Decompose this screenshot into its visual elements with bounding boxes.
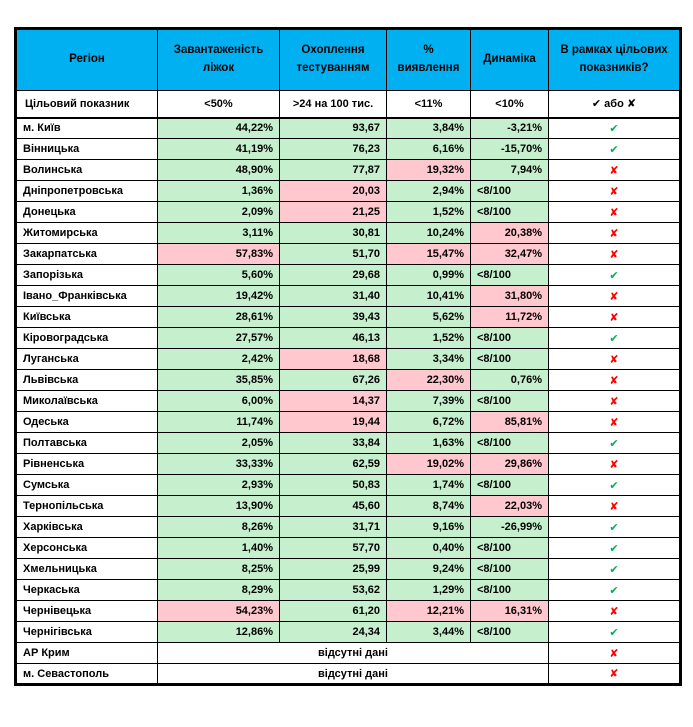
testing-value-cell: 53,62 bbox=[280, 580, 387, 601]
target-detection-value: <11% bbox=[387, 91, 471, 118]
target-testing-value: >24 на 100 тис. bbox=[280, 91, 387, 118]
table-row bbox=[16, 622, 681, 643]
region-name-cell: Одеська bbox=[16, 412, 158, 433]
testing-value-cell: 30,81 bbox=[280, 223, 387, 244]
status-cross-icon: ✘ bbox=[549, 181, 681, 202]
dynamics-value-cell: 7,94% bbox=[471, 160, 549, 181]
table-row bbox=[16, 538, 681, 559]
dynamics-value-cell: <8/100 bbox=[471, 580, 549, 601]
table-row bbox=[16, 433, 681, 454]
status-check-icon: ✔ bbox=[549, 559, 681, 580]
dynamics-value-cell: 31,80% bbox=[471, 286, 549, 307]
table-row bbox=[16, 244, 681, 265]
dynamics-value-cell: 20,38% bbox=[471, 223, 549, 244]
region-name-cell: Закарпатська bbox=[16, 244, 158, 265]
testing-value-cell: 61,20 bbox=[280, 601, 387, 622]
region-name-cell: Запорізька bbox=[16, 265, 158, 286]
status-cross-icon: ✘ bbox=[549, 370, 681, 391]
beds-value-cell: 1,36% bbox=[158, 181, 280, 202]
beds-value-cell: 6,00% bbox=[158, 391, 280, 412]
dynamics-value-cell: <8/100 bbox=[471, 349, 549, 370]
beds-value-cell: 48,90% bbox=[158, 160, 280, 181]
status-cross-icon: ✘ bbox=[549, 643, 681, 664]
table-row bbox=[16, 643, 681, 664]
table-row bbox=[16, 349, 681, 370]
region-name-cell: Житомирська bbox=[16, 223, 158, 244]
region-name-cell: Хмельницька bbox=[16, 559, 158, 580]
region-name-cell: Тернопільська bbox=[16, 496, 158, 517]
testing-value-cell: 67,26 bbox=[280, 370, 387, 391]
beds-value-cell: 27,57% bbox=[158, 328, 280, 349]
no-data-cell: відсутні дані bbox=[158, 664, 549, 685]
beds-value-cell: 19,42% bbox=[158, 286, 280, 307]
detection-value-cell: 1,29% bbox=[387, 580, 471, 601]
testing-value-cell: 51,70 bbox=[280, 244, 387, 265]
table-row bbox=[16, 286, 681, 307]
beds-value-cell: 28,61% bbox=[158, 307, 280, 328]
status-check-icon: ✔ bbox=[549, 475, 681, 496]
table-row bbox=[16, 202, 681, 223]
region-rows bbox=[16, 118, 681, 685]
table-row bbox=[16, 496, 681, 517]
dynamics-value-cell: <8/100 bbox=[471, 202, 549, 223]
table-row bbox=[16, 160, 681, 181]
dynamics-value-cell: <8/100 bbox=[471, 265, 549, 286]
detection-value-cell: 9,16% bbox=[387, 517, 471, 538]
table-row bbox=[16, 475, 681, 496]
region-name-cell: Рівненська bbox=[16, 454, 158, 475]
detection-value-cell: 1,52% bbox=[387, 202, 471, 223]
detection-value-cell: 10,24% bbox=[387, 223, 471, 244]
status-check-icon: ✔ bbox=[549, 433, 681, 454]
detection-value-cell: 5,62% bbox=[387, 307, 471, 328]
beds-value-cell: 12,86% bbox=[158, 622, 280, 643]
region-name-cell: м. Київ bbox=[16, 118, 158, 139]
status-cross-icon: ✘ bbox=[549, 223, 681, 244]
dynamics-value-cell: 32,47% bbox=[471, 244, 549, 265]
dynamics-value-cell: 85,81% bbox=[471, 412, 549, 433]
beds-value-cell: 8,25% bbox=[158, 559, 280, 580]
region-name-cell: м. Севастополь bbox=[16, 664, 158, 685]
no-data-cell: відсутні дані bbox=[158, 643, 549, 664]
testing-value-cell: 25,99 bbox=[280, 559, 387, 580]
detection-value-cell: 1,52% bbox=[387, 328, 471, 349]
table-row bbox=[16, 601, 681, 622]
detection-value-cell: 0,99% bbox=[387, 265, 471, 286]
region-name-cell: Миколаївська bbox=[16, 391, 158, 412]
dynamics-value-cell: -26,99% bbox=[471, 517, 549, 538]
table-row bbox=[16, 370, 681, 391]
testing-value-cell: 18,68 bbox=[280, 349, 387, 370]
table-row bbox=[16, 265, 681, 286]
testing-value-cell: 19,44 bbox=[280, 412, 387, 433]
dynamics-value-cell: <8/100 bbox=[471, 622, 549, 643]
table-row bbox=[16, 181, 681, 202]
dynamics-value-cell: 11,72% bbox=[471, 307, 549, 328]
status-cross-icon: ✘ bbox=[549, 307, 681, 328]
column-header-dynamics: Динаміка bbox=[471, 29, 549, 91]
dynamics-value-cell: 0,76% bbox=[471, 370, 549, 391]
testing-value-cell: 46,13 bbox=[280, 328, 387, 349]
testing-value-cell: 24,34 bbox=[280, 622, 387, 643]
table-header-row bbox=[16, 29, 681, 91]
target-status-legend: ✔ або ✘ bbox=[549, 91, 681, 118]
column-header-testing-coverage: Охоплення тестуванням bbox=[280, 29, 387, 91]
region-name-cell: Львівська bbox=[16, 370, 158, 391]
detection-value-cell: 1,63% bbox=[387, 433, 471, 454]
status-check-icon: ✔ bbox=[549, 580, 681, 601]
status-check-icon: ✔ bbox=[549, 538, 681, 559]
beds-value-cell: 13,90% bbox=[158, 496, 280, 517]
region-name-cell: Луганська bbox=[16, 349, 158, 370]
region-name-cell: Полтавська bbox=[16, 433, 158, 454]
beds-value-cell: 5,60% bbox=[158, 265, 280, 286]
region-name-cell: Вінницька bbox=[16, 139, 158, 160]
status-cross-icon: ✘ bbox=[549, 244, 681, 265]
dynamics-value-cell: 16,31% bbox=[471, 601, 549, 622]
detection-value-cell: 8,74% bbox=[387, 496, 471, 517]
detection-value-cell: 22,30% bbox=[387, 370, 471, 391]
dynamics-value-cell: <8/100 bbox=[471, 181, 549, 202]
testing-value-cell: 57,70 bbox=[280, 538, 387, 559]
dynamics-value-cell: <8/100 bbox=[471, 538, 549, 559]
region-name-cell: Сумська bbox=[16, 475, 158, 496]
beds-value-cell: 2,93% bbox=[158, 475, 280, 496]
testing-value-cell: 39,43 bbox=[280, 307, 387, 328]
status-cross-icon: ✘ bbox=[549, 664, 681, 685]
region-name-cell: Донецька bbox=[16, 202, 158, 223]
region-name-cell: Київська bbox=[16, 307, 158, 328]
target-indicator-row bbox=[16, 91, 681, 118]
detection-value-cell: 3,84% bbox=[387, 118, 471, 139]
status-cross-icon: ✘ bbox=[549, 391, 681, 412]
beds-value-cell: 44,22% bbox=[158, 118, 280, 139]
dynamics-value-cell: <8/100 bbox=[471, 475, 549, 496]
testing-value-cell: 45,60 bbox=[280, 496, 387, 517]
status-cross-icon: ✘ bbox=[549, 202, 681, 223]
beds-value-cell: 8,26% bbox=[158, 517, 280, 538]
table-row bbox=[16, 580, 681, 601]
testing-value-cell: 93,67 bbox=[280, 118, 387, 139]
table-row bbox=[16, 118, 681, 139]
beds-value-cell: 33,33% bbox=[158, 454, 280, 475]
table-row bbox=[16, 139, 681, 160]
dynamics-value-cell: <8/100 bbox=[471, 328, 549, 349]
detection-value-cell: 3,34% bbox=[387, 349, 471, 370]
beds-value-cell: 8,29% bbox=[158, 580, 280, 601]
testing-value-cell: 31,71 bbox=[280, 517, 387, 538]
target-dynamics-value: <10% bbox=[471, 91, 549, 118]
beds-value-cell: 54,23% bbox=[158, 601, 280, 622]
testing-value-cell: 14,37 bbox=[280, 391, 387, 412]
detection-value-cell: 9,24% bbox=[387, 559, 471, 580]
dynamics-value-cell: <8/100 bbox=[471, 433, 549, 454]
detection-value-cell: 15,47% bbox=[387, 244, 471, 265]
column-header-within-targets: В рамках цільових показників? bbox=[549, 29, 681, 91]
dynamics-value-cell: 22,03% bbox=[471, 496, 549, 517]
detection-value-cell: 6,16% bbox=[387, 139, 471, 160]
region-name-cell: Волинська bbox=[16, 160, 158, 181]
region-name-cell: Чернівецька bbox=[16, 601, 158, 622]
beds-value-cell: 3,11% bbox=[158, 223, 280, 244]
status-check-icon: ✔ bbox=[549, 118, 681, 139]
column-header-region: Регіон bbox=[16, 29, 158, 91]
region-name-cell: Дніпропетровська bbox=[16, 181, 158, 202]
beds-value-cell: 1,40% bbox=[158, 538, 280, 559]
status-check-icon: ✔ bbox=[549, 328, 681, 349]
column-header-bed-occupancy: Завантаженість ліжок bbox=[158, 29, 280, 91]
testing-value-cell: 21,25 bbox=[280, 202, 387, 223]
status-cross-icon: ✘ bbox=[549, 496, 681, 517]
table-row bbox=[16, 412, 681, 433]
table-row bbox=[16, 223, 681, 244]
status-cross-icon: ✘ bbox=[549, 454, 681, 475]
status-check-icon: ✔ bbox=[549, 517, 681, 538]
status-check-icon: ✔ bbox=[549, 622, 681, 643]
status-cross-icon: ✘ bbox=[549, 412, 681, 433]
status-cross-icon: ✘ bbox=[549, 286, 681, 307]
detection-value-cell: 0,40% bbox=[387, 538, 471, 559]
detection-value-cell: 19,32% bbox=[387, 160, 471, 181]
column-header-detection-rate: % виявлення bbox=[387, 29, 471, 91]
beds-value-cell: 35,85% bbox=[158, 370, 280, 391]
covid-regional-indicators-table bbox=[14, 27, 682, 686]
table-row bbox=[16, 391, 681, 412]
detection-value-cell: 12,21% bbox=[387, 601, 471, 622]
status-cross-icon: ✘ bbox=[549, 601, 681, 622]
target-row-label: Цільовий показник bbox=[16, 91, 158, 118]
dynamics-value-cell: 29,86% bbox=[471, 454, 549, 475]
status-check-icon: ✔ bbox=[549, 265, 681, 286]
dynamics-value-cell: -15,70% bbox=[471, 139, 549, 160]
beds-value-cell: 41,19% bbox=[158, 139, 280, 160]
table-row bbox=[16, 328, 681, 349]
region-name-cell: Харківська bbox=[16, 517, 158, 538]
detection-value-cell: 2,94% bbox=[387, 181, 471, 202]
testing-value-cell: 29,68 bbox=[280, 265, 387, 286]
status-cross-icon: ✘ bbox=[549, 349, 681, 370]
status-cross-icon: ✘ bbox=[549, 160, 681, 181]
testing-value-cell: 33,84 bbox=[280, 433, 387, 454]
detection-value-cell: 3,44% bbox=[387, 622, 471, 643]
testing-value-cell: 31,40 bbox=[280, 286, 387, 307]
detection-value-cell: 7,39% bbox=[387, 391, 471, 412]
testing-value-cell: 76,23 bbox=[280, 139, 387, 160]
detection-value-cell: 6,72% bbox=[387, 412, 471, 433]
target-beds-value: <50% bbox=[158, 91, 280, 118]
dynamics-value-cell: <8/100 bbox=[471, 559, 549, 580]
testing-value-cell: 20,03 bbox=[280, 181, 387, 202]
table-row bbox=[16, 664, 681, 685]
table-row bbox=[16, 559, 681, 580]
detection-value-cell: 19,02% bbox=[387, 454, 471, 475]
beds-value-cell: 11,74% bbox=[158, 412, 280, 433]
testing-value-cell: 50,83 bbox=[280, 475, 387, 496]
testing-value-cell: 77,87 bbox=[280, 160, 387, 181]
table-row bbox=[16, 307, 681, 328]
region-name-cell: АР Крим bbox=[16, 643, 158, 664]
region-name-cell: Чернігівська bbox=[16, 622, 158, 643]
region-name-cell: Івано_Франківська bbox=[16, 286, 158, 307]
dynamics-value-cell: -3,21% bbox=[471, 118, 549, 139]
region-name-cell: Херсонська bbox=[16, 538, 158, 559]
testing-value-cell: 62,59 bbox=[280, 454, 387, 475]
beds-value-cell: 2,42% bbox=[158, 349, 280, 370]
table-row bbox=[16, 517, 681, 538]
beds-value-cell: 57,83% bbox=[158, 244, 280, 265]
detection-value-cell: 10,41% bbox=[387, 286, 471, 307]
region-name-cell: Кіровоградська bbox=[16, 328, 158, 349]
beds-value-cell: 2,05% bbox=[158, 433, 280, 454]
detection-value-cell: 1,74% bbox=[387, 475, 471, 496]
status-check-icon: ✔ bbox=[549, 139, 681, 160]
beds-value-cell: 2,09% bbox=[158, 202, 280, 223]
dynamics-value-cell: <8/100 bbox=[471, 391, 549, 412]
table-row bbox=[16, 454, 681, 475]
region-name-cell: Черкаська bbox=[16, 580, 158, 601]
